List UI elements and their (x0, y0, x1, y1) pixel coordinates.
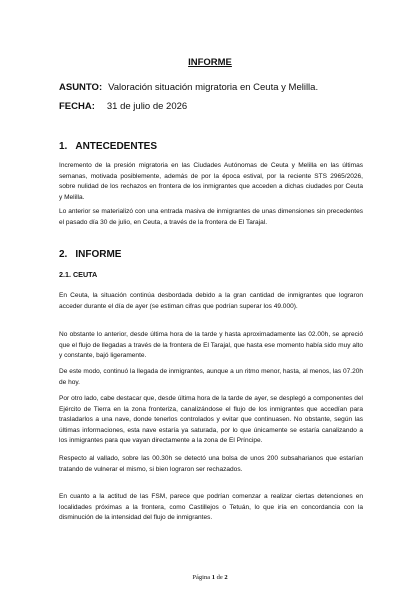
section-heading-informe (59, 249, 121, 260)
footer-separator: de (216, 574, 223, 581)
paragraph: Por otro lado, cabe destacar que, desde última hora de la tarde de ayer, se desplegó a componentes del Ejército de Tierra en la zona fronteriza, canalizándose el flujo de los inmigrantes que accedían para trasladarlos a una nave, donde tenerlos controlados y evitar que continuasen. No obstante, según las últimas informaciones, esta nave estaría ya saturada, por lo que únicamente se estaría canalizando a los inmigrantes para que vayan directamente a la zona de El Príncipe. (59, 395, 363, 444)
subsection-heading-ceuta: 2.1. CEUTA (59, 270, 98, 279)
footer-page-number: 1 (211, 574, 215, 581)
date-line (59, 101, 187, 112)
footer-page-total: 2 (224, 574, 228, 581)
page-footer (0, 574, 420, 581)
paragraph: Incremento de la presión migratoria en las Ciudades Autónomas de Ceuta y Melilla en las últimas semanas, motivada posiblemente, además de por la época estival, por la reciente STS 2965/2026, sobre nulidad de los rechazos en frontera de los inmigrantes que acceden a dichas ciudades por Ceuta y Melilla. (59, 162, 363, 201)
paragraph: Lo anterior se materializó con una entrada masiva de inmigrantes de unas dimensiones sin precedentes el pasado día 30 de julio, en Ceuta, a través de la frontera de El Tarajal. (59, 208, 363, 226)
section-number: 1. (59, 141, 68, 152)
paragraph: De este modo, continuó la llegada de inmigrantes, aunque a un ritmo menor, hasta, al menos, las 07.20h de hoy. (59, 368, 363, 386)
section-heading-antecedentes (59, 141, 157, 152)
section-title: INFORME (75, 249, 122, 260)
date-label: FECHA: (59, 101, 95, 112)
paragraph: Respecto al vallado, sobre las 00.30h se detectó una bolsa de unos 200 subsaharianos que estarían tratando de vulnerar el mismo, si bien lograron ser rechazados. (59, 455, 363, 473)
section-title: ANTECEDENTES (75, 141, 158, 152)
paragraph: En Ceuta, la situación continúa desbordada debido a la gran cantidad de inmigrantes que lograron acceder durante el día de ayer (se estiman cifras que podrían superar los 49.000). (59, 292, 363, 310)
document-title: INFORME (188, 57, 232, 68)
section-number: 2. (59, 249, 68, 260)
paragraph: En cuanto a la actitud de las FSM, parece que podrían comenzar a realizar ciertas detenciones en localidades próximas a la frontera, como Castillejos o Tetuán, lo que iría en concordancia con la disminución de la intensidad del flujo de inmigrantes. (59, 493, 363, 521)
subject-line (59, 82, 318, 93)
paragraph: No obstante lo anterior, desde última hora de la tarde y hasta aproximadamente las 02.00h, se apreció que el flujo de llegadas a través de la frontera de El Tarajal, que hasta ese momento había sido muy alto y constante, bajó ligeramente. (59, 331, 363, 359)
date-value: 31 de julio de 2026 (106, 101, 188, 112)
footer-prefix: Página (192, 574, 211, 581)
subject-value: Valoración situación migratoria en Ceuta y Melilla. (108, 82, 319, 93)
subject-label: ASUNTO: (59, 82, 103, 93)
